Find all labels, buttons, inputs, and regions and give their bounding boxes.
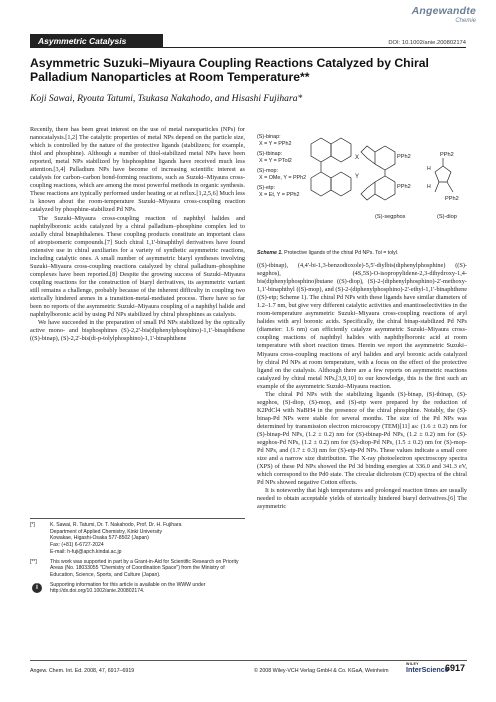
info-icon: i <box>32 583 42 593</box>
right-paragraph-2: The chiral Pd NPs with the stabilizing ligands (S)-binap, (S)-tbinap, (S)-segphos, (S)-diop, (S)-mop, and (S)-etp were prepared by the reduction of K2PdCl4 with NaBH4 in the presence of the chiral phosphine. Notably, the (S)-binap-Pd NPs were stable for several months. The size of the Pd NPs was determined by transmission electron microscopy (TEM)[11] as: (1.6 ± 0.2) nm for (S)-binap-Pd NPs, (1.2 ± 0.2) nm for (S)-tbinap-Pd NPs, (1.2 ± 0.2) nm for (S)-segphos-Pd NPs, (1.2 ± 0.2) nm for (S)-diop-Pd NPs, (1.5 ± 0.2) nm for (S)-mop-Pd NPs, and (1.7 ± 0.3) nm for (S)-etp-Pd NPs. These values indicate a small core size and a narrow size distribution. The X-ray photoelectron spectroscopy spectra (XPS) of these Pd NPs showed the Pd 3d binding energies at 336.0 and 341.3 eV, which correspond to the Pd0 state. The circular dichroism (CD) spectra of the chiral Pd NPs showed negative Cotton effects. <box>257 390 467 487</box>
left-paragraph-3: We have succeeded in the preparation of small Pd NPs stabilized by the optically active mono- and bisphosphines (S)-2,2'-bis(diphenylphosphino)-1,1'-binaphthene ((S)-binap), (S)-2,2'-bis(di-p-tolylphosphino)-1,1'-binaphthene <box>30 319 245 343</box>
scheme-structures <box>257 126 467 250</box>
scheme-1-figure <box>257 126 467 250</box>
supporting-info-link[interactable]: Supporting information for this article is available on the WWW under http://dx.doi.org/10.1002/anie.200802174. <box>50 581 206 595</box>
footnote-line: K. Sawai, R. Tatumi, Dr. T. Nakahodo, Prof. Dr. H. Fujihara <box>50 522 182 528</box>
article-authors: Koji Sawai, Ryouta Tatumi, Tsukasa Nakahodo, and Hisashi Fujihara* <box>30 93 303 104</box>
segphos-structure <box>361 146 395 200</box>
article-title: Asymmetric Suzuki–Miyaura Coupling Reactions Catalyzed by Chiral Palladium Nanoparticles at Room Temperature** <box>30 56 429 85</box>
footnote-rule <box>30 518 245 519</box>
wiley-interscience-logo[interactable] <box>406 662 449 674</box>
footer-rule <box>30 660 467 661</box>
scheme-caption-text: Protective ligands of the chiral Pd NPs. Tol = tolyl. <box>284 250 399 256</box>
diop-structure <box>435 158 453 192</box>
ring-a <box>311 138 331 162</box>
legend-line-1: (S)-binap: <box>257 134 281 140</box>
footer-journal-citation: Angew. Chem. Int. Ed. 2008, 47, 6917–6919 <box>30 668 135 674</box>
ligand-segphos-label: (S)-segphos <box>375 214 406 220</box>
footnote-mark: [*] <box>30 522 35 528</box>
footnote-affiliation <box>30 522 245 556</box>
dioxole-bottom <box>361 182 375 200</box>
doi-label: DOI: 10.1002/anie.200802174 <box>388 40 466 46</box>
ring-e <box>375 146 395 170</box>
segphos-pph2-bottom: PPh2 <box>397 184 411 190</box>
legend-line-3: (S)-tbinap: <box>257 151 283 157</box>
label-x: X <box>355 155 360 161</box>
diop-h-bottom: H <box>427 184 431 190</box>
diop-pph2-top: PPh2 <box>440 152 454 158</box>
logo-sub-text: Chemie <box>455 17 476 24</box>
wiley-logo-main: InterScience <box>406 665 449 674</box>
right-column <box>257 262 467 511</box>
footnote-supporting-info[interactable] <box>30 582 245 595</box>
diop-h-top: H <box>427 166 431 172</box>
section-tab: Asymmetric Catalysis <box>30 34 163 48</box>
legend-line-4: X = Y = PTol2 <box>259 158 292 164</box>
footnote-email: E-mail: h-fuji@apch.kindai.ac.jp <box>50 548 122 555</box>
ring-d <box>331 172 351 196</box>
diop-arm-lower <box>435 182 439 192</box>
legend-line-8: X = Et, Y = PPh2 <box>259 192 300 198</box>
binaphthyl-structure <box>311 138 351 196</box>
footnote-line: Department of Applied Chemistry, Kinki University <box>50 528 163 535</box>
ring-f <box>375 176 395 200</box>
segphos-pph2-top: PPh2 <box>397 154 411 160</box>
diop-pph2-bottom: PPh2 <box>445 196 459 202</box>
diop-arm-lower-right <box>447 182 453 192</box>
legend-line-6: X = OMe, Y = PPh2 <box>259 175 307 181</box>
journal-logo <box>412 6 476 24</box>
logo-main-text: Angewandte <box>411 5 476 17</box>
right-paragraph-3: It is noteworthy that high temperatures and prolonged reaction times are usually needed to obtain acceptable yields of sterically hindered biaryl derivatives.[6] The asymmetric <box>257 487 467 511</box>
left-paragraph-1: Recently, there has been great interest on the use of metal nanoparticles (NPs) for nanocatalysis.[1,2] The catalytic properties of metal NPs depend on the particle size, which is controlled by the nature of the protective ligands (stabilizers; for example, thiol and phosphine). Although a number of thiol-stabilized metal NPs have been reported, metal NPs stabilized by bisphosphine ligands have received much less attention.[3,4] Palladium NPs have become of increasing scientific interest as catalysts for carbon–carbon bond-forming reactions, such as Suzuki–Miyaura cross-coupling reactions, which are among the most powerful methods in organic synthesis. These reactions are typically performed under heating or at reflux.[1,2,5,6] Much less is known about the room-temperature Suzuki–Miyaura cross-coupling reaction catalyzed by phosphine-stabilized Pd NPs. <box>30 126 245 214</box>
ring-c <box>311 172 331 196</box>
ligand-legend <box>257 134 306 198</box>
wiley-logo-top: WILEY <box>406 662 419 666</box>
footnote-line: This work was supported in part by a Grant-in-Aid for Scientific Research on Priority Areas (No. 18033055 "Chemistry of Coordination Space") from the Ministry of Education, Science, Sports, and Culture (Japan). <box>50 558 239 578</box>
legend-line-5: (S)-mop: <box>257 168 278 174</box>
footnote-line: Fax: (+81) 6-6727-2024 <box>50 542 104 549</box>
ring-b <box>331 138 351 162</box>
left-column <box>30 126 245 343</box>
footnotes <box>30 522 245 598</box>
dioxole-top <box>361 146 375 164</box>
section-rule <box>163 47 466 48</box>
left-paragraph-2: The Suzuki–Miyaura cross-coupling reaction of naphthyl halides and naphthylboronic acids catalyzed by a chiral palladium–phosphine complex led to axially chiral binaphthalenes. These coupling products constitute an important class of atropisomeric compounds.[7] Such chiral 1,1'-binaphthyl derivatives have found extensive use in chiral auxiliaries for a variety of synthetic asymmetric reactions, including catalytic ones. A small number of asymmetric biaryl syntheses involving Suzuki–Miyaura cross-coupling reactions catalyzed by chiral palladium–phosphine complexes have been reported.[8] Despite the growing success of Suzuki–Miyaura coupling reactions for the construction of biaryl derivatives, its asymmetric variant still remains a challenge, probably because of the inherent difficulty in coupling two sterically hindered arenes in a transition-metal-mediated process. There have so far been no reports of the asymmetric Suzuki–Miyaura coupling of a naphthyl halide and naphthylboronic acid by using Pd NPs stabilized by chiral phosphines as catalysts. <box>30 214 245 319</box>
scheme-caption <box>257 250 467 256</box>
legend-line-7: (S)-etp: <box>257 185 275 191</box>
scheme-caption-label: Scheme 1. <box>257 250 283 256</box>
footnote-mark: [**] <box>30 558 37 565</box>
label-y: Y <box>355 174 360 180</box>
footnote-funding <box>30 559 245 579</box>
ligand-diop-label: (S)-diop <box>437 214 457 220</box>
footnote-line: Kowakae, Higashi-Osaka 577-8502 (Japan) <box>50 535 149 542</box>
right-paragraph-1: ((S)-tbinap), (4,4'-bi-1,3-benzodioxole)-5,5'-diylbis(diphenylphosphine) ((S)-segphos), (4S,5S)-O-isopropylidene-2,3-dihydroxy-1,4-bis(diphenylphosphino)butane ((S)-diop), (S)-2-(diphenylphosphino)-2'-methoxy-1,1'-binaphthyl ((S)-mop), and (S)-2-(diphenylphosphino)-2'-ethyl-1,1'-binaphthene ((S)-etp; Scheme 1). The chiral Pd NPs with these ligands have similar diameters of 1.2–1.7 nm, but give very different catalytic activities and enantioselectivities in the room-temperature asymmetric Suzuki–Miyaura cross-coupling reactions of aryl halides with aryl boronic acids. Specifically, the chiral binap-stabilized Pd NPs (diameter: 1.6 nm) can efficiently catalyze asymmetric Suzuki–Miyaura cross-coupling reactions of naphthyl halides with naphthylboronic acid at room temperature with short reaction times. Herein we report the asymmetric Suzuki–Miyaura cross-coupling reactions of aryl halides and aryl boronic acids catalyzed by chiral Pd NPs at room temperature, with a focus on the effect of the protective ligand on the catalysis. Although there are a few reports on asymmetric reactions catalyzed by chiral metal NPs,[3,9,10] to our knowledge, this is the first such an example of the asymmetric Suzuki–Miyaura reaction. <box>257 262 467 390</box>
page-number: 6917 <box>445 663 466 673</box>
dioxolane-ring <box>435 166 451 182</box>
footer-copyright: © 2008 Wiley-VCH Verlag GmbH & Co. KGaA, Weinheim <box>254 668 389 674</box>
legend-line-2: X = Y = PPh2 <box>259 141 292 147</box>
